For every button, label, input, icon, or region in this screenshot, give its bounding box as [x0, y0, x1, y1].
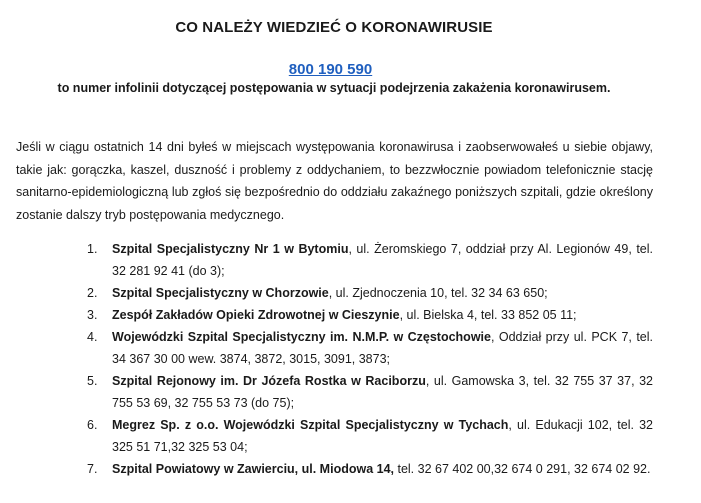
hospital-details: tel. 32 67 402 00,32 674 0 291, 32 674 02 92. [394, 462, 651, 476]
hospital-name: Megrez Sp. z o.o. Wojewódzki Szpital Specjalistyczny w Tychach [112, 418, 509, 432]
hospital-name: Szpital Powiatowy w Zawierciu, ul. Miodowa 14, [112, 462, 394, 476]
hospital-details: , ul. Edukacji 102, tel. 32 325 51 71,32 325 53 04; [112, 418, 653, 454]
list-number: 7. [87, 462, 98, 476]
hospital-details: , ul. Gamowska 3, tel. 32 755 37 37, 32 755 53 69, 32 755 53 73 (do 75); [112, 374, 654, 410]
list-item [84, 304, 653, 326]
list-number: 4. [87, 330, 98, 344]
hospital-details: , ul. Zjednoczenia 10, tel. 32 34 63 650; [328, 286, 548, 300]
list-item [84, 414, 653, 458]
list-item [84, 458, 653, 480]
list-number: 1. [87, 242, 98, 256]
hotline-number [0, 61, 661, 78]
hospital-name: Szpital Specjalistyczny w Chorzowie [112, 286, 329, 300]
hospital-list [84, 238, 653, 480]
list-number: 5. [87, 374, 98, 388]
list-item [84, 326, 653, 370]
list-number: 2. [87, 286, 98, 300]
hospital-details: , ul. Bielska 4, tel. 33 852 05 11; [399, 308, 577, 322]
hospital-details: , ul. Żeromskiego 7, oddział przy Al. Legionów 49, tel. 32 281 92 41 (do 3); [112, 242, 653, 278]
hospital-name: Wojewódzki Szpital Specjalistyczny im. N.M.P. w Częstochowie [112, 330, 491, 344]
list-number: 6. [87, 418, 98, 432]
hotline-link[interactable]: 800 190 590 [288, 61, 373, 78]
intro-paragraph: Jeśli w ciągu ostatnich 14 dni byłeś w miejscach występowania koronawirusa i zaobserwowałeś u siebie objawy, takie jak: gorączka, kaszel, duszność i problemy z oddychaniem, to bezzwłocznie powiadom telefonicznie stację sanitarno-epidemiologiczną lub zgłoś się bezpośrednio do oddziału zakaźnego poniższych szpitali, gdzie określony zostanie dalszy tryb postępowania medycznego. [16, 140, 653, 223]
hotline-description: to numer infolinii dotyczącej postępowania w sytuacji podejrzenia zakażenia koronawirusem. [57, 81, 611, 95]
list-item [84, 282, 653, 304]
list-item [84, 370, 653, 414]
hospital-name: Szpital Specjalistyczny Nr 1 w Bytomiu [112, 242, 349, 256]
list-item [84, 238, 653, 282]
hospital-details: , Oddział przy ul. PCK 7, tel. 34 367 30 00 wew. 3874, 3872, 3015, 3091, 3873; [112, 330, 653, 366]
hospital-name: Zespół Zakładów Opieki Zdrowotnej w Cieszynie [112, 308, 400, 322]
hospital-name: Szpital Rejonowy im. Dr Józefa Rostka w Raciborzu [112, 374, 426, 388]
list-number: 3. [87, 308, 98, 322]
page-title: CO NALEŻY WIEDZIEĆ O KORONAWIRUSIE [175, 19, 493, 36]
